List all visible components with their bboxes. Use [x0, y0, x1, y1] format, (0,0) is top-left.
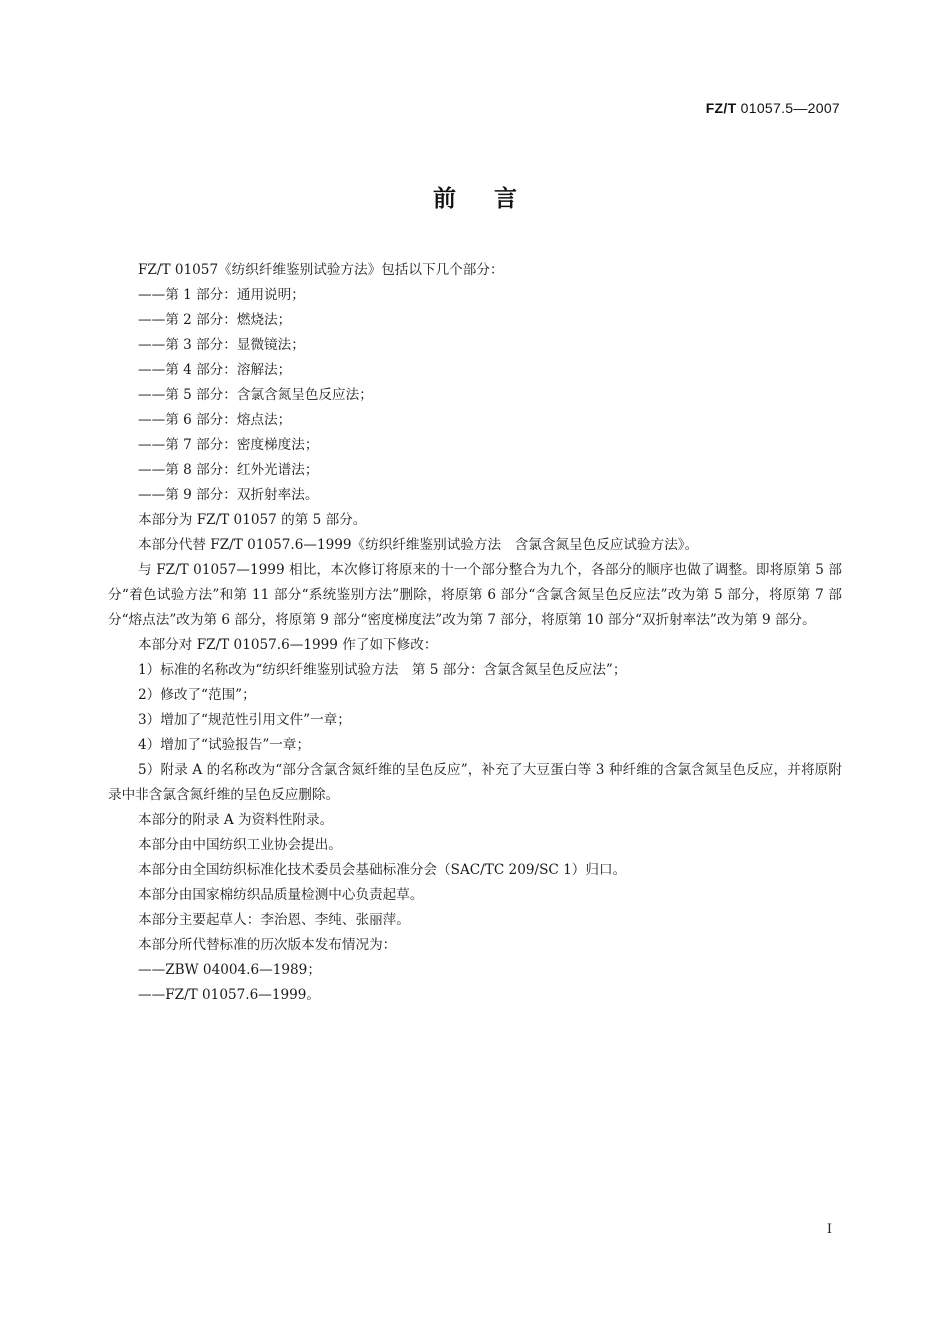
list-item-part-2: ——第 2 部分：燃烧法； — [138, 312, 292, 328]
list-item-part-3: ——第 3 部分：显微镜法； — [138, 337, 305, 353]
list-item-part-6: ——第 6 部分：熔点法； — [138, 412, 292, 428]
document-code-prefix: FZ/T — [705, 100, 737, 116]
annex-statement: 本部分的附录 A 为资料性附录。 — [138, 812, 334, 828]
list-item-part-7: ——第 7 部分：密度梯度法； — [138, 437, 319, 453]
list-item-part-4: ——第 4 部分：溶解法； — [138, 362, 292, 378]
document-code-number: 01057.5—2007 — [736, 100, 840, 116]
part-statement: 本部分为 FZ/T 01057 的第 5 部分。 — [138, 512, 367, 528]
replacement-statement: 本部分代替 FZ/T 01057.6—1999《纺织纤维鉴别试验方法 含氯含氮呈色反应试验方法》。 — [138, 537, 699, 553]
committee-statement: 本部分由全国纺织标准化技术委员会基础标准分会（SAC/TC 209/SC 1）归口。 — [138, 862, 627, 878]
page-title: 前言 — [433, 186, 555, 212]
list-item-part-5: ——第 5 部分：含氯含氮呈色反应法； — [138, 387, 373, 403]
modifications-intro: 本部分对 FZ/T 01057.6—1999 作了如下修改： — [138, 637, 438, 653]
foreword-body — [108, 258, 842, 1008]
history-item-1: ——ZBW 04004.6—1989； — [138, 962, 321, 978]
intro-paragraph: FZ/T 01057《纺织纤维鉴别试验方法》包括以下几个部分： — [138, 262, 504, 278]
modification-item-4: 4）增加了“试验报告”一章； — [138, 737, 311, 753]
modification-item-2: 2）修改了“范围”； — [138, 687, 256, 703]
revision-comparison-paragraph: 与 FZ/T 01057—1999 相比，本次修订将原来的十一个部分整合为九个，各部分的顺序也做了调整。即将原第 5 部分“着色试验方法”和第 11 部分“系统鉴别方法”删除，将原第 6 部分“含氯含氮呈色反应法”改为第 5 部分，将原第 7 部分“熔点法”改为第 6 部分，将原第 9 部分“密度梯度法”改为第 7 部分，将原第 10 部分“双折射率法”改为第 9 部分。 — [108, 562, 842, 628]
modification-item-3: 3）增加了“规范性引用文件”一章； — [138, 712, 351, 728]
history-intro: 本部分所代替标准的历次版本发布情况为： — [138, 937, 397, 953]
history-item-2: ——FZ/T 01057.6—1999。 — [138, 987, 321, 1003]
modification-item-5: 5）附录 A 的名称改为“部分含氯含氮纤维的呈色反应”，补充了大豆蛋白等 3 种纤维的含氯含氮呈色反应，并将原附录中非含氯含氮纤维的呈色反应删除。 — [108, 762, 842, 803]
drafters-statement: 本部分主要起草人：李治恩、李纯、张丽萍。 — [138, 912, 410, 928]
list-item-part-1: ——第 1 部分：通用说明； — [138, 287, 305, 303]
list-item-part-9: ——第 9 部分：双折射率法。 — [138, 487, 319, 503]
drafting-unit-statement: 本部分由国家棉纺织品质量检测中心负责起草。 — [138, 887, 424, 903]
modification-item-1: 1）标准的名称改为“纺织纤维鉴别试验方法 第 5 部分：含氯含氮呈色反应法”； — [138, 662, 627, 678]
page-number: I — [826, 1222, 832, 1237]
document-code-header — [706, 100, 840, 116]
list-item-part-8: ——第 8 部分：红外光谱法； — [138, 462, 319, 478]
proposer-statement: 本部分由中国纺织工业协会提出。 — [138, 837, 342, 853]
